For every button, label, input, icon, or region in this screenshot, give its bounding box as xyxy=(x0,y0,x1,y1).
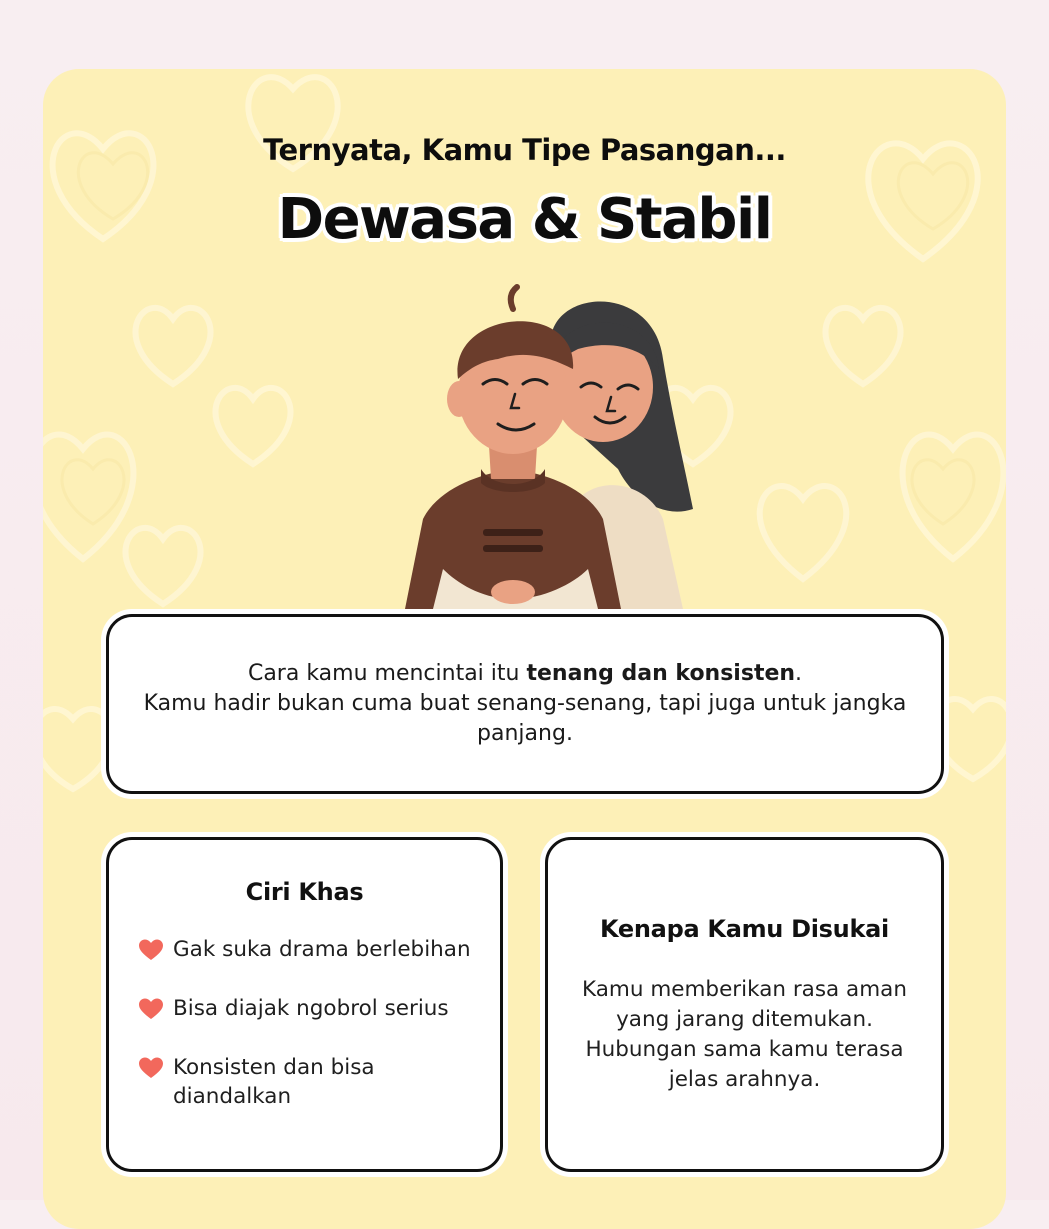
description-period: . xyxy=(795,661,803,686)
description-highlight: tenang dan konsisten xyxy=(526,661,796,686)
hugging-couple-illustration xyxy=(363,269,703,609)
list-item xyxy=(139,935,484,964)
kenapa-disukai-text: Kamu memberikan rasa aman yang jarang ditemukan. Hubungan sama kamu terasa jelas arahnya. xyxy=(582,976,907,1092)
description-intro: Cara kamu mencintai itu xyxy=(247,661,527,686)
result-subtitle: Ternyata, Kamu Tipe Pasangan... xyxy=(263,133,786,167)
ciri-khas-item-text: Konsisten dan bisa diandalkan xyxy=(173,1055,375,1109)
ciri-khas-box xyxy=(106,837,503,1172)
ciri-khas-item-text: Bisa diajak ngobrol serius xyxy=(173,996,449,1021)
description-text xyxy=(109,659,941,749)
ciri-khas-list xyxy=(139,935,484,1141)
ciri-khas-heading: Ciri Khas xyxy=(245,878,364,906)
result-card xyxy=(43,69,1006,1229)
heart-icon xyxy=(139,939,163,961)
kenapa-disukai-heading: Kenapa Kamu Disukai xyxy=(600,914,889,943)
list-item xyxy=(139,994,484,1023)
kenapa-disukai-box xyxy=(545,837,944,1172)
heart-icon xyxy=(139,998,163,1020)
result-title: Dewasa & Stabil xyxy=(277,187,772,252)
description-box xyxy=(106,614,944,794)
list-item xyxy=(139,1053,484,1111)
ciri-khas-item-text: Gak suka drama berlebihan xyxy=(173,937,471,962)
heart-icon xyxy=(139,1057,163,1079)
description-line2: Kamu hadir bukan cuma buat senang-senang, tapi juga untuk jangka panjang. xyxy=(143,691,907,746)
